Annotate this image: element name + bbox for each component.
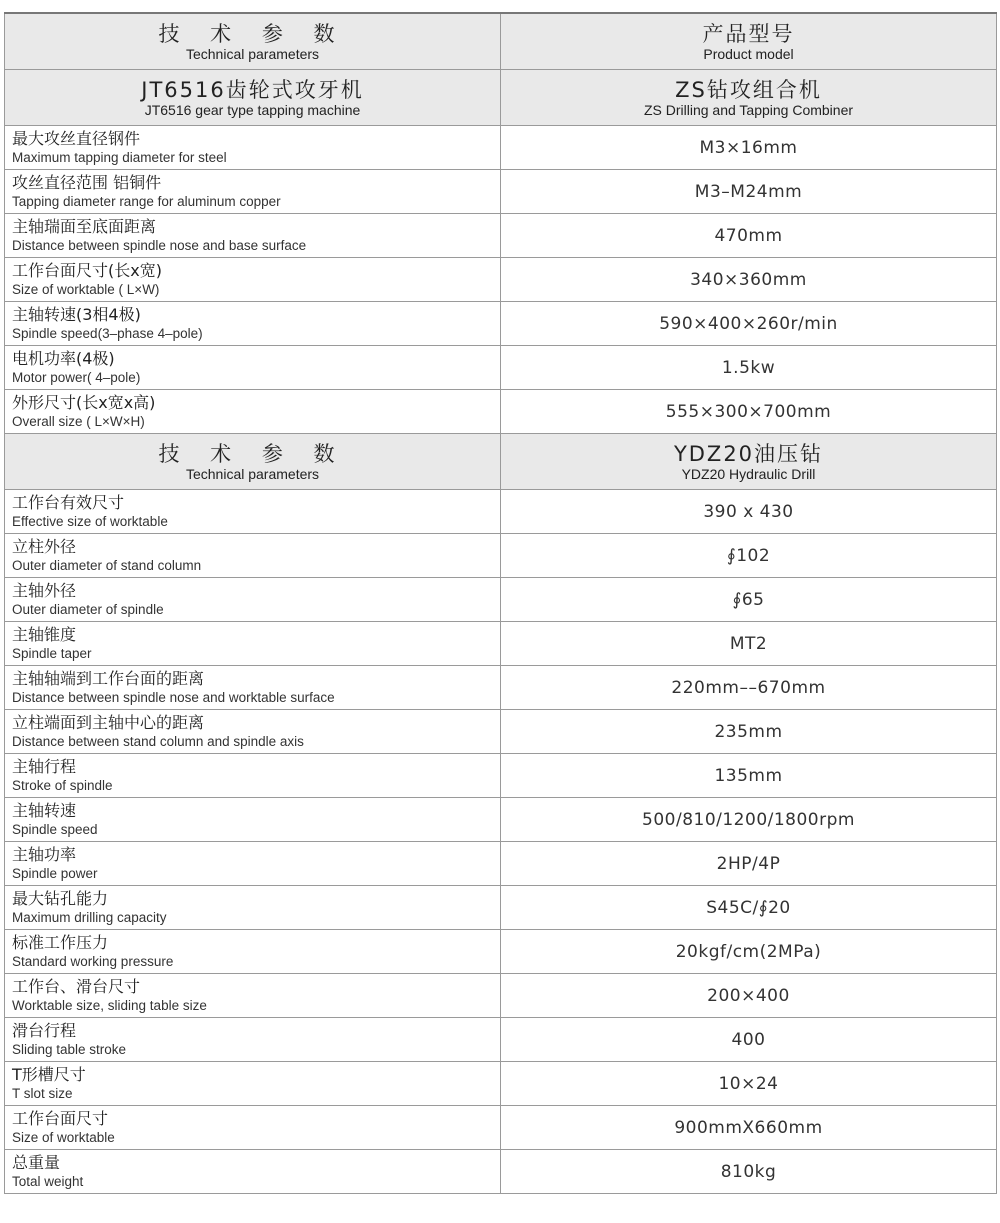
param-cell	[5, 622, 501, 666]
spec-row	[5, 346, 997, 390]
param-cell	[5, 886, 501, 930]
spec-row	[5, 1106, 997, 1150]
param-value: 555×300×700mm	[501, 390, 997, 434]
spec-row	[5, 170, 997, 214]
param-cell	[5, 170, 501, 214]
machine-right-cell	[501, 70, 997, 126]
model-header-en: Product model	[703, 45, 794, 62]
param-value: 10×24	[501, 1062, 997, 1106]
spec-row	[5, 710, 997, 754]
machine-name-row	[5, 70, 997, 126]
param-cell	[5, 534, 501, 578]
param-label-zh: 标准工作压力	[12, 933, 109, 952]
param-label-en: Motor power( 4–pole)	[12, 370, 141, 385]
spec-table-body	[5, 13, 997, 1194]
param-label-zh: 主轴功率	[12, 845, 77, 864]
spec-row	[5, 126, 997, 170]
machine-left-zh: JT6516齿轮式攻牙机	[141, 77, 364, 102]
param-cell	[5, 1018, 501, 1062]
param-value: 20kgf/cm(2MPa)	[501, 930, 997, 974]
param-label-en: Effective size of worktable	[12, 514, 168, 529]
spec-row	[5, 534, 997, 578]
param-value: 2HP/4P	[501, 842, 997, 886]
param-label-en: Spindle speed	[12, 822, 98, 837]
param-label-en: Size of worktable ( L×W)	[12, 282, 160, 297]
param-label-zh: 立柱端面到主轴中心的距离	[12, 713, 205, 732]
param-label-zh: 主轴行程	[12, 757, 77, 776]
param-value: 470mm	[501, 214, 997, 258]
param-value: ∮102	[501, 534, 997, 578]
param-cell	[5, 258, 501, 302]
spec-sheet	[4, 12, 996, 1194]
spec-row	[5, 842, 997, 886]
param-label-zh: 主轴转速	[12, 801, 77, 820]
param-label-en: Distance between spindle nose and base surface	[12, 238, 307, 253]
machine-right-zh: ZS钻攻组合机	[675, 77, 822, 102]
param-header-cell	[5, 434, 501, 490]
spec-table	[4, 12, 997, 1194]
param-label-en: Distance between stand column and spindle axis	[12, 734, 304, 749]
param-value: 900mmX660mm	[501, 1106, 997, 1150]
spec-row	[5, 666, 997, 710]
machine-right-en: ZS Drilling and Tapping Combiner	[643, 101, 854, 118]
param-label-en: Worktable size, sliding table size	[12, 998, 207, 1013]
param-value: 220mm––670mm	[501, 666, 997, 710]
param-header-en: Technical parameters	[185, 465, 320, 482]
spec-row	[5, 974, 997, 1018]
param-value: 390 x 430	[501, 490, 997, 534]
param-header-cell	[5, 13, 501, 70]
param-cell	[5, 346, 501, 390]
param-value: M3×16mm	[501, 126, 997, 170]
model-header-cell	[501, 434, 997, 490]
param-label-en: Distance between spindle nose and worktable surface	[12, 690, 335, 705]
param-label-zh: 攻丝直径范围 铝铜件	[12, 173, 162, 192]
param-value: 135mm	[501, 754, 997, 798]
param-value: 1.5kw	[501, 346, 997, 390]
param-cell	[5, 754, 501, 798]
machine-left-en: JT6516 gear type tapping machine	[144, 101, 361, 118]
spec-row	[5, 214, 997, 258]
param-label-en: Maximum tapping diameter for steel	[12, 150, 227, 165]
param-label-en: T slot size	[12, 1086, 73, 1101]
spec-row	[5, 258, 997, 302]
table2-header-row	[5, 434, 997, 490]
param-cell	[5, 578, 501, 622]
param-value: 235mm	[501, 710, 997, 754]
table1-header-row	[5, 13, 997, 70]
param-label-en: Maximum drilling capacity	[12, 910, 167, 925]
param-label-en: Size of worktable	[12, 1130, 115, 1145]
model-header-zh: YDZ20油压钻	[673, 441, 824, 466]
model-header-zh: 产品型号	[702, 21, 795, 46]
param-label-en: Stroke of spindle	[12, 778, 113, 793]
param-label-zh: 电机功率(4极)	[12, 349, 115, 368]
param-label-zh: 主轴外径	[12, 581, 77, 600]
param-label-en: Total weight	[12, 1174, 84, 1189]
param-cell	[5, 1150, 501, 1194]
param-label-zh: 主轴锥度	[12, 625, 77, 644]
param-header-en: Technical parameters	[185, 45, 320, 62]
param-cell	[5, 1062, 501, 1106]
param-label-en: Sliding table stroke	[12, 1042, 127, 1057]
spec-row	[5, 798, 997, 842]
param-value: MT2	[501, 622, 997, 666]
param-label-zh: 工作台、滑台尺寸	[12, 977, 141, 996]
model-header-cell	[501, 13, 997, 70]
machine-left-cell	[5, 70, 501, 126]
param-value: 810kg	[501, 1150, 997, 1194]
spec-row	[5, 622, 997, 666]
spec-row	[5, 390, 997, 434]
param-value: 400	[501, 1018, 997, 1062]
param-value: 500/810/1200/1800rpm	[501, 798, 997, 842]
param-cell	[5, 842, 501, 886]
param-label-zh: 工作台有效尺寸	[12, 493, 125, 512]
param-label-en: Outer diameter of spindle	[12, 602, 164, 617]
param-value: 200×400	[501, 974, 997, 1018]
spec-row	[5, 1150, 997, 1194]
param-label-en: Overall size ( L×W×H)	[12, 414, 145, 429]
spec-row	[5, 490, 997, 534]
spec-row	[5, 1018, 997, 1062]
param-value: 340×360mm	[501, 258, 997, 302]
param-label-zh: 总重量	[12, 1153, 61, 1172]
param-label-en: Tapping diameter range for aluminum copper	[12, 194, 281, 209]
param-label-zh: 最大攻丝直径钢件	[12, 129, 141, 148]
param-cell	[5, 666, 501, 710]
param-label-en: Standard working pressure	[12, 954, 174, 969]
spec-row	[5, 886, 997, 930]
param-cell	[5, 930, 501, 974]
param-label-zh: 最大钻孔能力	[12, 889, 109, 908]
spec-row	[5, 578, 997, 622]
param-value: ∮65	[501, 578, 997, 622]
param-label-en: Outer diameter of stand column	[12, 558, 202, 573]
spec-row	[5, 930, 997, 974]
param-cell	[5, 126, 501, 170]
param-label-zh: 工作台面尺寸	[12, 1109, 109, 1128]
param-label-en: Spindle power	[12, 866, 98, 881]
param-value: 590×400×260r/min	[501, 302, 997, 346]
param-cell	[5, 490, 501, 534]
param-cell	[5, 1106, 501, 1150]
param-label-zh: 主轴轴端到工作台面的距离	[12, 669, 205, 688]
param-label-zh: 滑台行程	[12, 1021, 77, 1040]
param-label-zh: 外形尺寸(长x宽x高)	[12, 393, 156, 412]
param-cell	[5, 710, 501, 754]
param-label-en: Spindle speed(3–phase 4–pole)	[12, 326, 203, 341]
param-value: M3–M24mm	[501, 170, 997, 214]
param-header-zh: 技 术 参 数	[158, 21, 347, 46]
param-value: S45C/∮20	[501, 886, 997, 930]
param-cell	[5, 302, 501, 346]
param-cell	[5, 214, 501, 258]
param-label-zh: 工作台面尺寸(长x宽)	[12, 261, 162, 280]
spec-row	[5, 754, 997, 798]
param-header-zh: 技 术 参 数	[158, 441, 347, 466]
param-label-zh: T形槽尺寸	[12, 1065, 86, 1084]
param-label-zh: 立柱外径	[12, 537, 77, 556]
model-header-en: YDZ20 Hydraulic Drill	[681, 465, 816, 482]
param-cell	[5, 974, 501, 1018]
spec-row	[5, 302, 997, 346]
param-label-en: Spindle taper	[12, 646, 92, 661]
param-cell	[5, 798, 501, 842]
param-label-zh: 主轴瑞面至底面距离	[12, 217, 157, 236]
param-cell	[5, 390, 501, 434]
spec-row	[5, 1062, 997, 1106]
param-label-zh: 主轴转速(3相4极)	[12, 305, 141, 324]
